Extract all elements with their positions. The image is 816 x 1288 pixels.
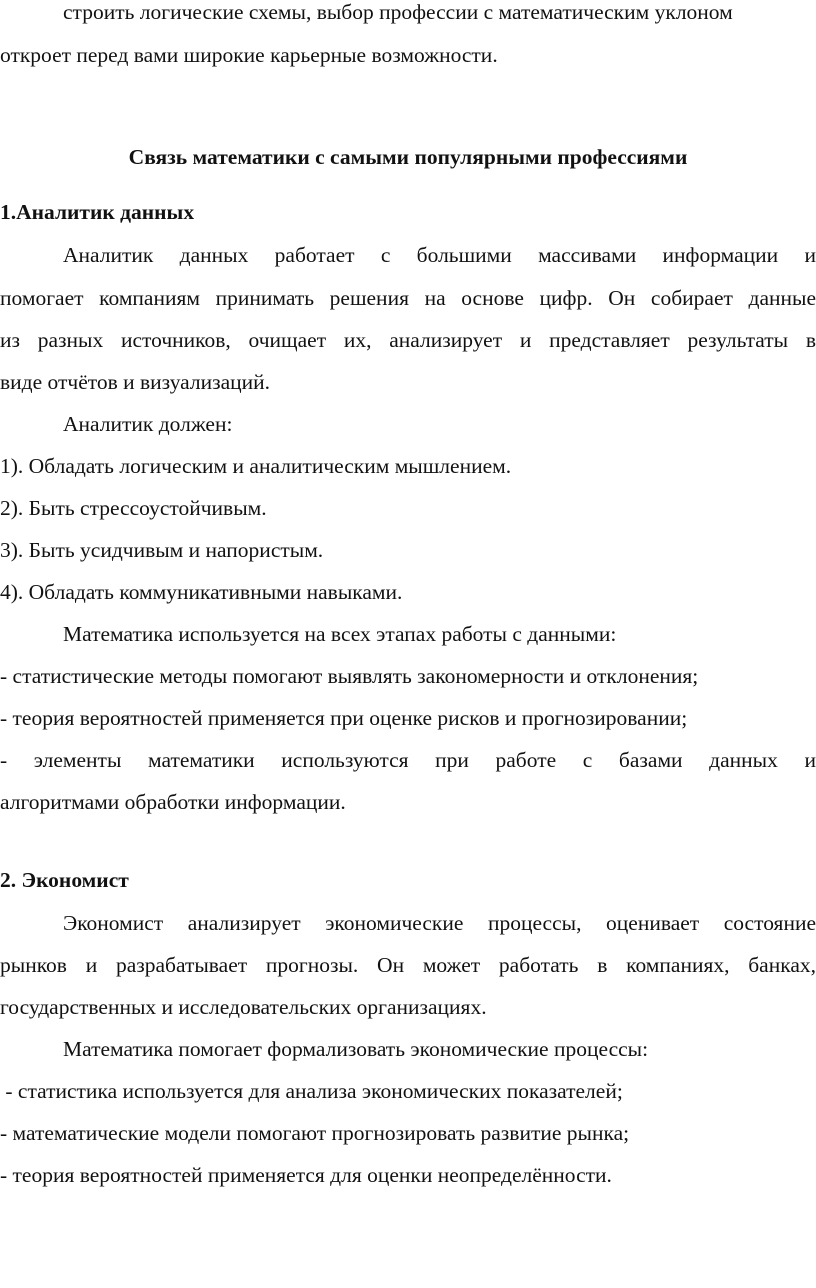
intro-line-2: откроет перед вами широкие карьерные возможности. [0, 43, 498, 67]
analyst-paragraph-line-4: виде отчётов и визуализаций. [0, 370, 271, 394]
analyst-math-item: - элементы математики используются при работе с базами данных и [0, 748, 816, 772]
analyst-math-intro: Математика используется на всех этапах работы с данными: [63, 622, 617, 646]
analyst-paragraph-line-2: помогает компаниям принимать решения на основе цифр. Он собирает данные [0, 286, 816, 310]
economist-heading: 2. Экономист [0, 868, 129, 892]
requirement-item: 3). Быть усидчивым и напористым. [0, 538, 324, 562]
economist-math-item: - теория вероятностей применяется для оценки неопределённости. [0, 1163, 612, 1187]
analyst-paragraph-line-3: из разных источников, очищает их, анализирует и представляет результаты в [0, 328, 816, 352]
economist-paragraph-line-3: государственных и исследовательских организациях. [0, 995, 487, 1019]
economist-math-item: - статистика используется для анализа экономических показателей; [0, 1079, 623, 1103]
analyst-math-item: - статистические методы помогают выявлять закономерности и отклонения; [0, 664, 699, 688]
economist-math-item: - математические модели помогают прогнозировать развитие рынка; [0, 1121, 630, 1145]
economist-math-intro: Математика помогает формализовать экономические процессы: [63, 1037, 649, 1061]
section-title: Связь математики с самыми популярными профессиями [128, 145, 688, 169]
requirement-item: 4). Обладать коммуникативными навыками. [0, 580, 403, 604]
intro-line-1: строить логические схемы, выбор профессии с математическим уклоном [63, 0, 733, 24]
economist-paragraph-line-1: Экономист анализирует экономические процессы, оценивает состояние [63, 911, 816, 935]
analyst-paragraph-line-1: Аналитик данных работает с большими массивами информации и [63, 243, 816, 267]
requirement-item: 1). Обладать логическим и аналитическим мышлением. [0, 454, 512, 478]
analyst-math-item: алгоритмами обработки информации. [0, 790, 346, 814]
analyst-heading: 1.Аналитик данных [0, 200, 195, 224]
requirement-item: 2). Быть стрессоустойчивым. [0, 496, 267, 520]
analyst-must-intro: Аналитик должен: [63, 412, 233, 436]
analyst-math-item: - теория вероятностей применяется при оценке рисков и прогнозировании; [0, 706, 688, 730]
economist-paragraph-line-2: рынков и разрабатывает прогнозы. Он может работать в компаниях, банках, [0, 953, 816, 977]
